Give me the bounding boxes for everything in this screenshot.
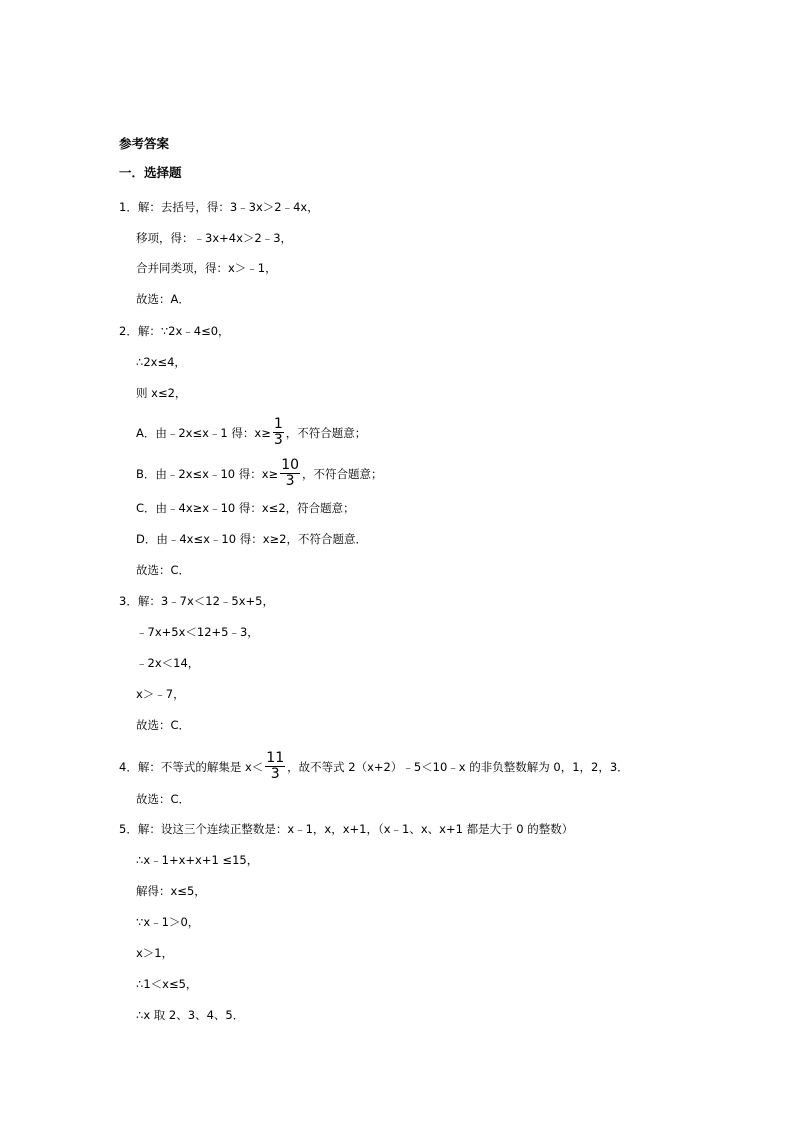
answer-heading: 参考答案 [119,136,170,151]
q1-answer: 故选：A． [136,292,190,306]
q5-line-7: ∴x 取 2、3、4、5． [136,1008,245,1022]
q2-option-a [136,416,367,448]
q3-line-3: ﹣2x＜14， [136,656,200,670]
q3-line-2: ﹣7x+5x＜12+5﹣3， [136,625,259,639]
q5-line-2: ∴x﹣1+x+x+1 ≤15， [136,853,259,867]
fraction [280,458,300,489]
q2-answer: 故选：C． [136,563,191,577]
fraction-numerator: 10 [281,457,300,473]
q3-line-4: x＞﹣7， [136,687,185,701]
q1-line-3: 合并同类项，得：x＞﹣1， [136,261,277,275]
q5-line-6: ∴1＜x≤5， [136,977,198,991]
q5-line-5: x＞1， [136,946,174,960]
q4-result: ，故不等式 2（x+2）﹣5＜10﹣x 的非负整数解为 0，1，2，3． [287,760,629,774]
q2-option-b-result: ，不符合题意； [302,467,383,481]
fraction-denominator: 3 [285,473,295,489]
fraction [273,417,284,448]
q2-option-b [136,457,383,489]
section-title: 一．选择题 [119,165,182,180]
q2-option-c: C．由﹣4x≥x﹣10 得：x≤2，符合题意； [136,501,355,515]
fraction [265,751,285,782]
q2-option-b-text: B．由﹣2x≤x﹣10 得：x≥ [136,467,279,481]
q2-line-3: 则 x≤2， [136,386,187,400]
fraction-denominator: 3 [270,766,280,782]
q5-line-3: 解得：x≤5， [136,884,206,898]
q3-answer: 故选：C． [136,718,191,732]
fraction-numerator: 1 [273,416,283,432]
q5-line-1: 5．解：设这三个连续正整数是：x﹣1，x，x+1，（x﹣1、x、x+1 都是大于 0 的整数） [119,822,574,836]
q4-answer: 故选：C． [136,792,191,806]
q1-line-1: 1．解：去括号，得：3﹣3x＞2﹣4x， [119,200,319,214]
fraction-denominator: 3 [273,432,283,448]
q4-line-1 [119,750,629,782]
fraction-numerator: 11 [266,750,285,766]
q4-text: 4．解：不等式的解集是 x＜ [119,760,264,774]
q2-line-1: 2．解：∵2x﹣4≤0， [119,324,230,338]
q2-option-a-result: ，不符合题意； [285,426,367,440]
q2-option-d: D．由﹣4x≤x﹣10 得：x≥2，不符合题意． [136,532,367,546]
q3-line-1: 3．解：3﹣7x＜12﹣5x+5， [119,594,274,608]
q2-option-a-text: A．由﹣2x≤x﹣1 得：x≥ [136,426,271,440]
q2-line-2: ∴2x≤4， [136,355,186,369]
q1-line-2: 移项，得：﹣3x+4x＞2﹣3， [136,231,293,245]
q5-line-4: ∵x﹣1＞0， [136,915,200,929]
